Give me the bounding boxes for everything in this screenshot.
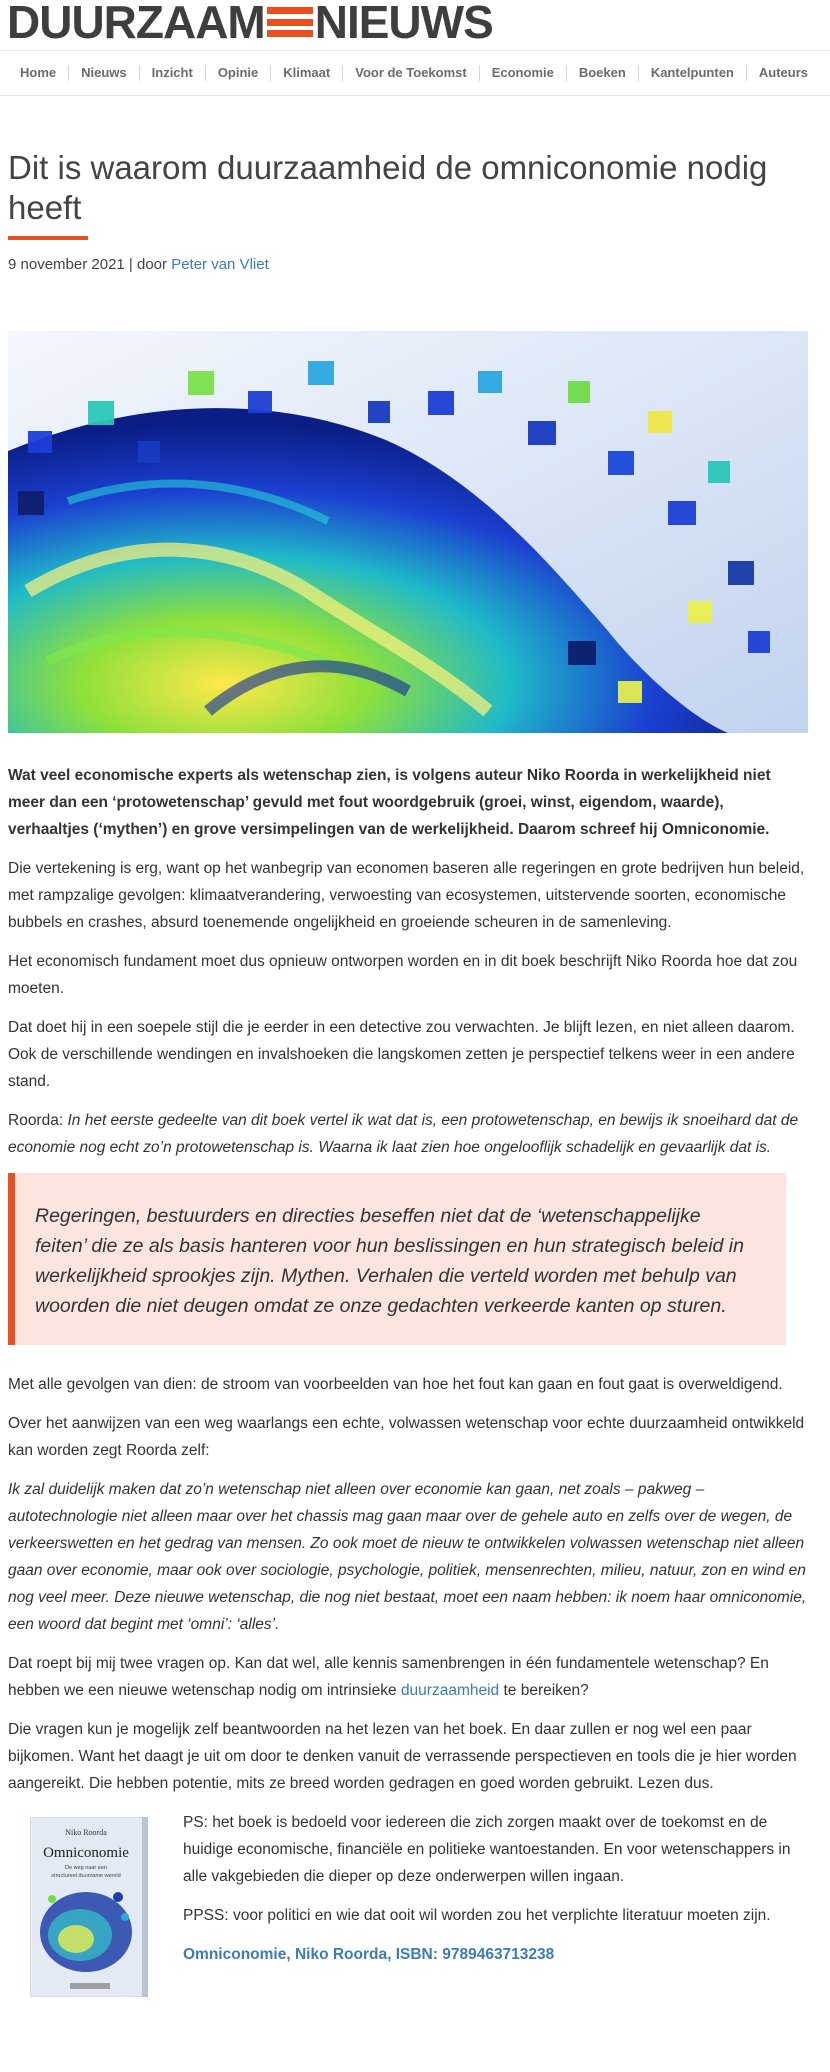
article-body bbox=[8, 762, 808, 2006]
paragraph-8-end: te bereiken? bbox=[503, 1682, 589, 1699]
nav-item-kantelpunten[interactable]: Kantelpunten bbox=[639, 65, 747, 81]
book-isbn-link[interactable]: Omniconomie, Niko Roorda, ISBN: 9789463713238 bbox=[183, 1946, 555, 1963]
title-underline bbox=[8, 236, 88, 240]
logo-text-right: NIEUWS bbox=[314, 0, 493, 48]
ps-note: PS: het boek is bedoeld voor iedereen die zich zorgen maakt over de toekomst en de huidige economische, financiële en politieke wantoestanden. En voor wetenschappers in alle vakgebieden die dieper op deze onderwerpen willen ingaan. bbox=[183, 1814, 791, 1885]
hero-image bbox=[8, 331, 808, 733]
book-section bbox=[8, 1809, 808, 2006]
author-link[interactable]: Peter van Vliet bbox=[171, 256, 269, 273]
page-title: Dit is waarom duurzaamheid de omniconomie nodig heeft bbox=[8, 149, 768, 226]
book-notes bbox=[183, 1809, 808, 2006]
book-link-paragraph bbox=[183, 1941, 808, 1968]
paragraph-4-label: Roorda: bbox=[8, 1112, 64, 1129]
logo-equals-icon bbox=[267, 7, 313, 37]
book-cover-title: Omniconomie bbox=[43, 1845, 129, 1861]
book-cover-image bbox=[8, 1809, 183, 2006]
paragraph-7-quote: Ik zal duidelijk maken dat zo’n wetenschap niet alleen over economie kan gaan, net zoals – pakweg – autotechnologie niet alleen maar over het chassis mag gaan maar over de gehele auto en zelfs over de wegen, de verkeerswetten en het gedrag van mensen. Zo ook moet de nieuw te ontwikkelen volwassen wetenschap niet alleen gaan over economie, maar ook over sociologie, psychologie, politiek, mensenrechten, milieu, natuur, zon en wind en nog veel meer. Deze nieuwe wetenschap, die nog niet bestaat, moet een naam hebben: ik noem haar omniconomie, een woord dat begint met ‘omni’: ‘alles’. bbox=[8, 1481, 807, 1633]
nav-item-economie[interactable]: Economie bbox=[480, 65, 567, 81]
paragraph-6: Over het aanwijzen van een weg waarlangs een echte, volwassen wetenschap voor echte duurzaamheid ontwikkeld kan worden zegt Roorda zelf: bbox=[8, 1415, 805, 1459]
paragraph-5: Met alle gevolgen van dien: de stroom van voorbeelden van hoe het fout kan gaan en fout gaat is overweldigend. bbox=[8, 1376, 783, 1393]
pps-note: PPSS: voor politici en wie dat ooit wil worden zou het verplichte literatuur moeten zijn. bbox=[183, 1907, 771, 1924]
pull-quote bbox=[8, 1173, 786, 1345]
book-cover-art bbox=[30, 1817, 148, 1997]
paragraph-3: Dat doet hij in een soepele stijl die je eerder in een detective zou verwachten. Je blijft lezen, en niet alleen daarom. Ook de verschillende wendingen en invalshoeken die langskomen zetten je perspectief telkens weer in een andere stand. bbox=[8, 1019, 795, 1090]
article-meta bbox=[8, 256, 269, 273]
nav-item-boeken[interactable]: Boeken bbox=[567, 65, 639, 81]
nav-item-opinie[interactable]: Opinie bbox=[206, 65, 271, 81]
book-cover-author: Niko Roorda bbox=[65, 1828, 107, 1837]
site-logo[interactable] bbox=[7, 0, 493, 48]
main-nav bbox=[0, 50, 830, 96]
pull-quote-text: Regeringen, bestuurders en directies beseffen niet dat de ‘wetenschappelijke feiten’ die ze als basis hanteren voor hun beslissingen en hun strategisch beleid in werkelijkheid sprookjes zijn. Mythen. Verhalen die verteld worden met behulp van woorden die niet deugen omdat ze onze gedachten verkeerde kanten op sturen. bbox=[35, 1205, 744, 1317]
article-lead: Wat veel economische experts als wetenschap zien, is volgens auteur Niko Roorda in werkelijkheid niet meer dan een ‘protowetenschap’ gevuld met fout woordgebruik (groei, winst, eigendom, waarde), verhaaltjes (‘mythen’) en grove versimpelingen van de werkelijkheid. Daarom schreef hij Omniconomie. bbox=[8, 767, 771, 838]
nav-item-auteurs[interactable]: Auteurs bbox=[758, 65, 808, 80]
paragraph-4-quote: In het eerste gedeelte van dit boek vertel ik wat dat is, een protowetenschap, en bewijs ik snoeihard dat de economie nog echt zo’n protowetenschap is. Waarna ik laat zien hoe ongelooflijk schadelijk en gevaarlijk dat is. bbox=[8, 1112, 799, 1156]
masthead bbox=[0, 0, 830, 48]
paragraph-1: Die vertekening is erg, want op het wanbegrip van economen baseren alle regeringen en grote bedrijven hun beleid, met rampzalige gevolgen: klimaatverandering, verwoesting van ecosystemen, uitstervende soorten, economische bubbels en crashes, absurd toenemende ongelijkheid en groeiende scheuren in de samenleving. bbox=[8, 860, 805, 931]
nav-item-voor-de-toekomst[interactable]: Voor de Toekomst bbox=[343, 65, 479, 81]
duurzaamheid-link[interactable]: duurzaamheid bbox=[400, 1682, 500, 1699]
paragraph-8 bbox=[8, 1650, 808, 1704]
puzzle-globe-image bbox=[8, 331, 808, 733]
paragraph-9: Die vragen kun je mogelijk zelf beantwoorden na het lezen van het boek. En daar zullen er nog wel een paar bijkomen. Want het daagt je uit om door te denken vanuit de verrassende perspectieven en tools die je hier worden aangereikt. Die hebben potentie, mits ze breed worden gedragen en goed worden gebruikt. Lezen dus. bbox=[8, 1721, 797, 1792]
logo-text-left: DUURZAAM bbox=[7, 0, 265, 48]
paragraph-2: Het economisch fundament moet dus opnieuw ontworpen worden en in dit boek beschrijft Niko Roorda hoe dat zou moeten. bbox=[8, 953, 798, 997]
book-cover-subtitle-1: De weg naar een bbox=[65, 1865, 107, 1871]
paragraph-4 bbox=[8, 1107, 808, 1161]
publish-date: 9 november 2021 bbox=[8, 256, 125, 273]
nav-item-nieuws[interactable]: Nieuws bbox=[69, 65, 140, 81]
paragraph-8-text: Dat roept bij mij twee vragen op. Kan dat wel, alle kennis samenbrengen in één fundamentele wetenschap? En hebben we een nieuwe wetenschap nodig om intrinsieke bbox=[8, 1655, 769, 1699]
book-cover-subtitle-2: structureel duurzame wereld bbox=[51, 1873, 121, 1879]
nav-item-home[interactable]: Home bbox=[8, 65, 69, 81]
byline-separator: | door bbox=[128, 256, 168, 273]
paragraph-7 bbox=[8, 1476, 808, 1638]
nav-item-klimaat[interactable]: Klimaat bbox=[271, 65, 343, 81]
nav-item-inzicht[interactable]: Inzicht bbox=[140, 65, 206, 81]
